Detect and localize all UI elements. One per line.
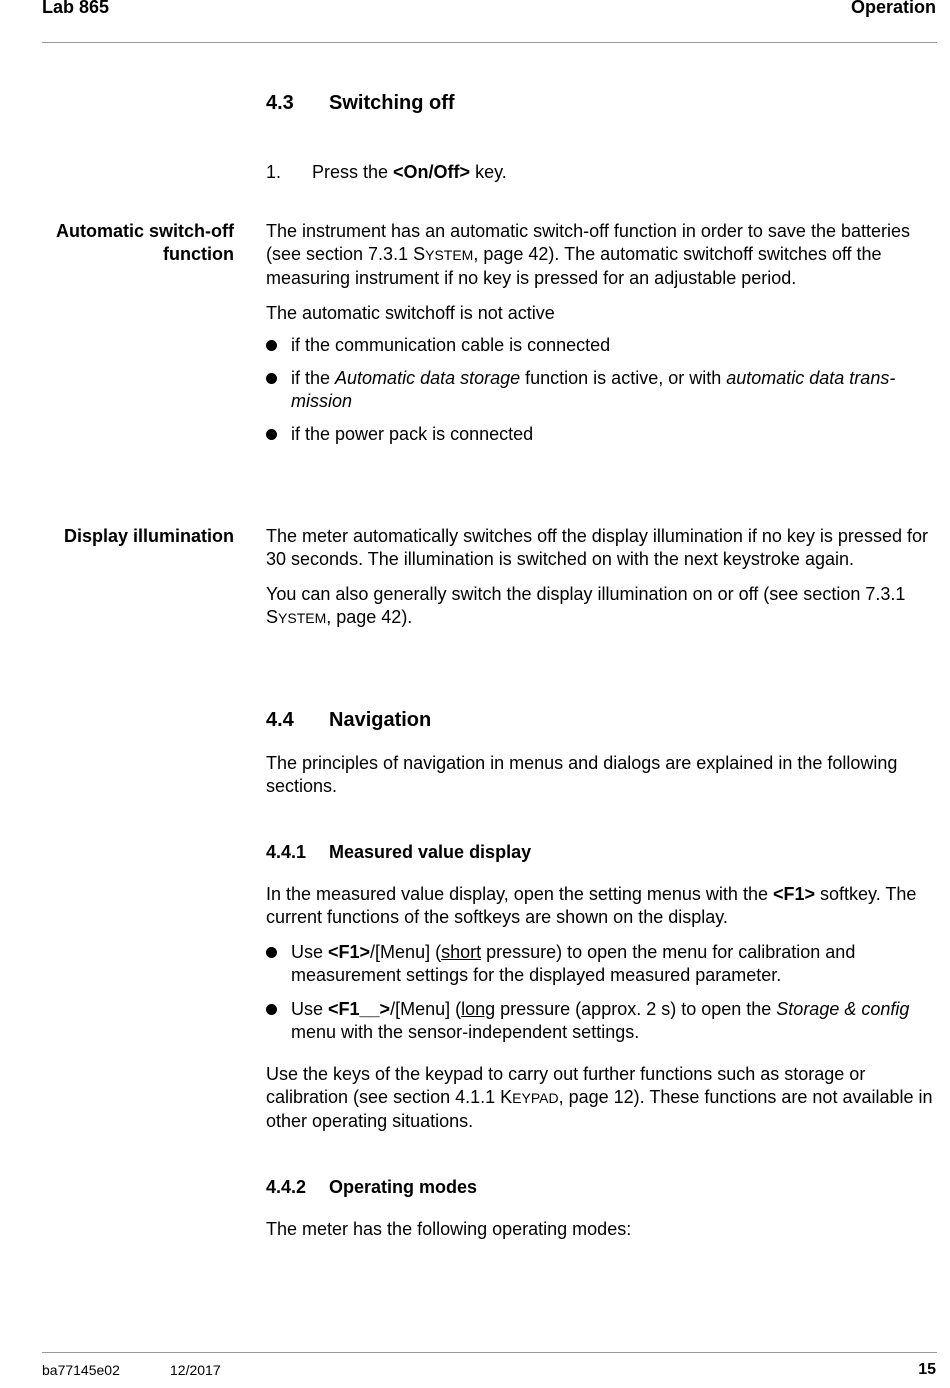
- bullet-icon: [266, 340, 277, 351]
- section-number: 4.4: [266, 709, 294, 731]
- header-rule: [42, 42, 937, 43]
- auto-switch-off-body: [266, 220, 938, 446]
- section-4-4-2-heading: [266, 1177, 938, 1198]
- step-1: 1. Press the <On/Off> key.: [266, 162, 507, 182]
- f1-long-key: <F1__>: [328, 999, 391, 1019]
- margin-label-display-illumination: Display illumination: [63, 526, 234, 546]
- footer-date: 12/2017: [170, 1362, 221, 1378]
- footer-doc-number: ba77145e02: [42, 1362, 120, 1378]
- step-number: 1.: [266, 162, 282, 182]
- bullet-icon: [266, 429, 277, 440]
- paragraph: The automatic switchoff is not active: [266, 303, 555, 323]
- paragraph: In the measured value display, open the setting menus with the <F1> softkey. The current functions of the softkeys are shown on the display.: [266, 884, 917, 927]
- section-title: Measured value display: [329, 842, 532, 862]
- section-number: 4.4.2: [266, 1177, 307, 1197]
- bullet-icon: [266, 1004, 277, 1015]
- paragraph: The principles of navigation in menus and dialogs are explained in the following sections.: [266, 753, 898, 796]
- list-item: Use <F1__>/[Menu] (long pressure (approx. 2 s) to open the Storage & config menu with the sensor-independent settings.: [266, 998, 938, 1044]
- page-number: 15: [918, 1361, 936, 1378]
- section-number: 4.3: [266, 92, 294, 114]
- list-item: if the power pack is connected: [266, 423, 938, 446]
- measured-value-body: [266, 883, 938, 1133]
- header-right: Operation: [850, 0, 936, 17]
- section-title: Operating modes: [329, 1177, 478, 1197]
- section-4-3-heading: [266, 92, 938, 115]
- header-left: Lab 865: [42, 0, 110, 17]
- paragraph: The meter automatically switches off the display illumination if no key is pressed for 30 seconds. The illumination is switched on with the next keystroke again.: [266, 526, 928, 569]
- section-4-4-heading: [266, 709, 938, 732]
- paragraph: The instrument has an automatic switch-off function in order to save the batteries (see section 7.3.1 SYSTEM, page 42). The automatic switchoff switches off the measuring instrument if no key is pressed for an adjustable period.: [266, 221, 911, 288]
- display-illumination-body: [266, 525, 938, 630]
- f1-key: <F1>: [772, 884, 816, 904]
- margin-label-auto-switch-off: Automatic switch-off function: [56, 221, 234, 264]
- list-item: if the Automatic data storage function is active, or with automatic data trans- mission: [266, 367, 938, 413]
- section-title: Switching off: [329, 92, 455, 114]
- footer-rule: [42, 1352, 937, 1353]
- paragraph: The meter has the following operating modes:: [266, 1219, 632, 1239]
- bullet-icon: [266, 373, 277, 384]
- section-number: 4.4.1: [266, 842, 307, 862]
- section-title: Navigation: [329, 709, 432, 731]
- list-item: if the communication cable is connected: [266, 334, 938, 357]
- bullet-icon: [266, 947, 277, 958]
- list-item: Use <F1>/[Menu] (short pressure) to open the menu for calibration and measurement settings for the displayed measured parameter.: [266, 941, 938, 987]
- paragraph: Use the keys of the keypad to carry out further functions such as storage or calibration (see section 4.1.1 KEYPAD, page 12). These functions are not available in other operating situations.: [266, 1064, 933, 1131]
- section-4-4-1-heading: [266, 842, 938, 863]
- on-off-key: <On/Off>: [393, 162, 471, 182]
- f1-key: <F1>: [328, 942, 371, 962]
- paragraph: You can also generally switch the display illumination on or off (see section 7.3.1 SYSTEM, page 42).: [266, 584, 906, 627]
